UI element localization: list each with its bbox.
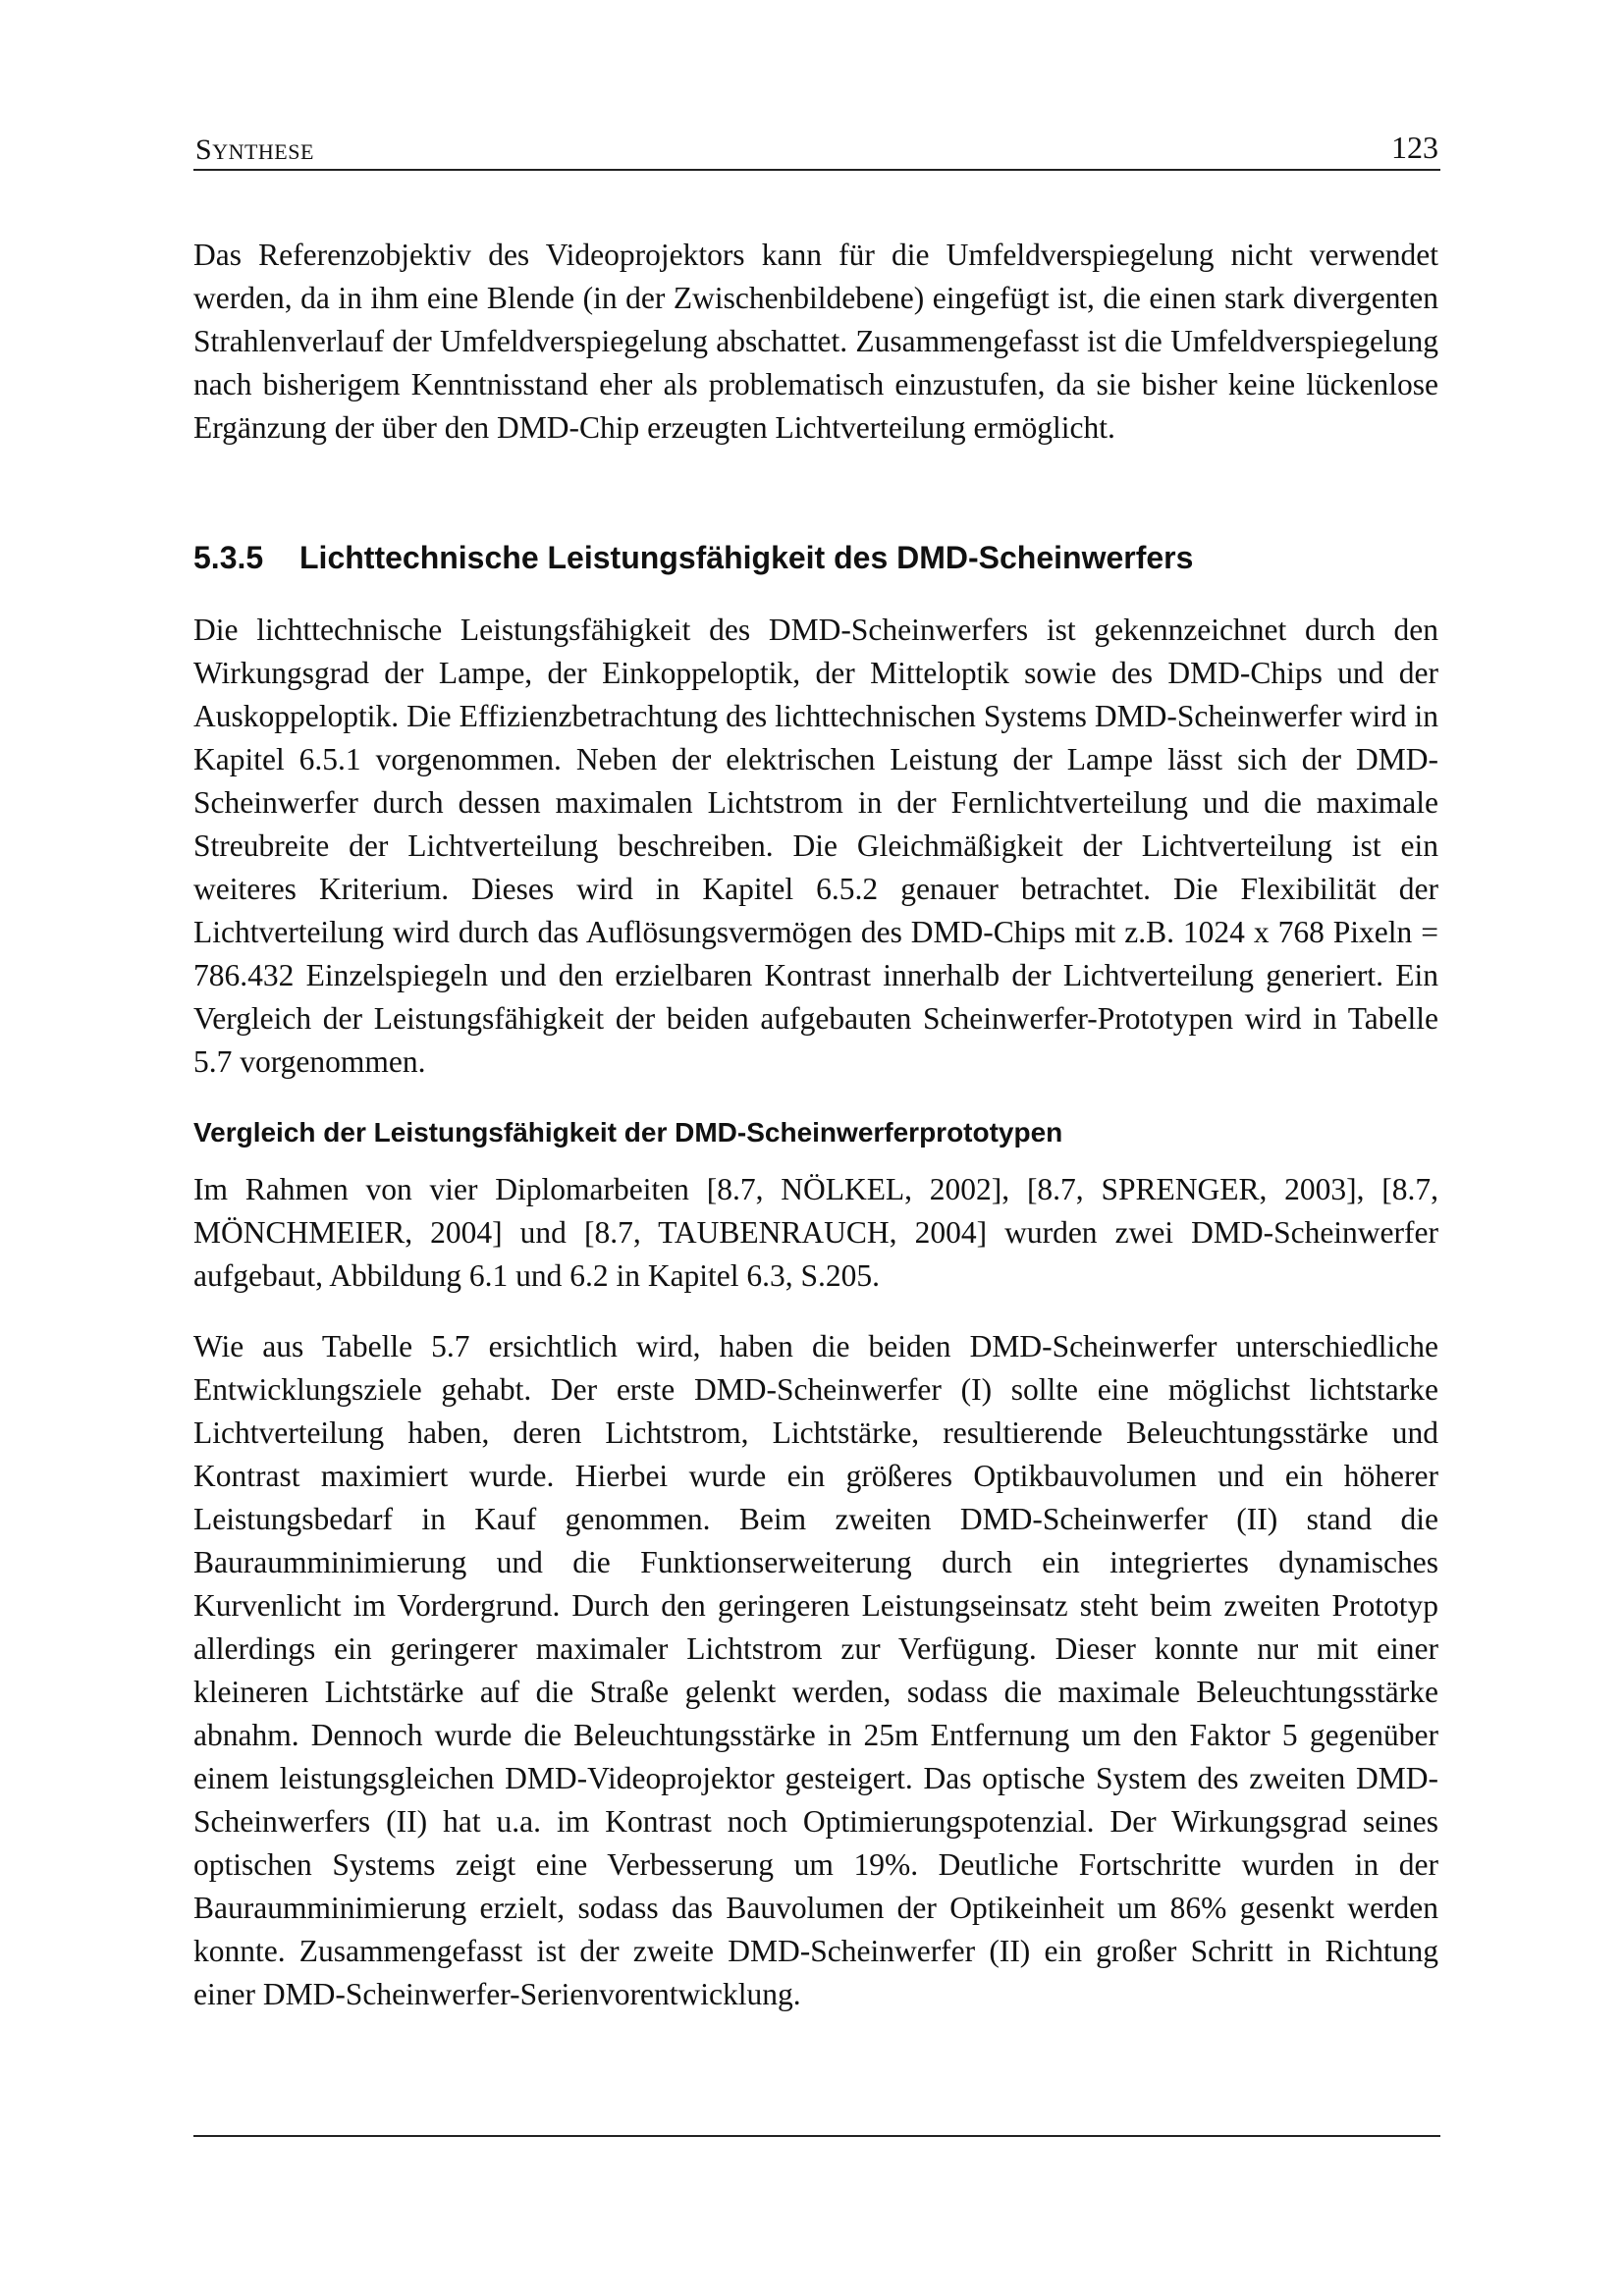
paragraph-diplomarbeiten: Im Rahmen von vier Diplomarbeiten [8.7, NÖLKEL, 2002], [8.7, SPRENGER, 2003], [8.7, MÖNCHMEIER, 2004] und [8.7, TAUBENRAUCH, 2004] wurden zwei DMD-Scheinwerfer aufgebaut, Abbildung 6.1 und 6.2 in Kapitel 6.3, S.205. [193, 1172, 1438, 1293]
running-title-smallcaps: YNTHESE [212, 139, 314, 164]
running-header [193, 126, 1440, 171]
section-title: Lichttechnische Leistungsfähigkeit des DMD-Scheinwerfers [299, 540, 1194, 575]
paragraph-leistungsfaehigkeit: Die lichttechnische Leistungsfähigkeit des DMD-Scheinwerfers ist gekennzeichnet durch den Wirkungsgrad der Lampe, der Einkoppeloptik, der Mitteloptik sowie des DMD-Chips und der Auskoppeloptik. Die Effizienzbetrachtung des lichttechnischen Systems DMD-Scheinwerfer wird in Kapitel 6.5.1 vorgenommen. Neben der elektrischen Leistung der Lampe lässt sich der DMD-Scheinwerfer durch dessen maximalen Lichtstrom in der Fernlichtverteilung und die maximale Streubreite der Lichtverteilung beschreiben. Die Gleichmäßigkeit der Lichtverteilung ist ein weiteres Kriterium. Dieses wird in Kapitel 6.5.2 genauer betrachtet. Die Flexibilität der Lichtverteilung wird durch das Auflösungsvermögen des DMD-Chips mit z.B. 1024 x 768 Pixeln = 786.432 Einzelspiegeln und den erzielbaren Kontrast innerhalb der Lichtverteilung generiert. Ein Vergleich der Leistungsfähigkeit der beiden aufgebauten Scheinwerfer-Prototypen wird in Tabelle 5.7 vorgenommen. [193, 613, 1438, 1079]
section-number: 5.3.5 [193, 540, 264, 575]
section-heading [193, 540, 1193, 576]
running-title [195, 133, 314, 167]
subheading: Vergleich der Leistungsfähigkeit der DMD-Scheinwerferprototypen [193, 1117, 1063, 1148]
paragraph-umfeldverspiegelung: Das Referenzobjektiv des Videoprojektors kann für die Umfeldverspiegelung nicht verwendet werden, da in ihm eine Blende (in der Zwischenbildebene) eingefügt ist, die einen stark divergenten Strahlenverlauf der Umfeldverspiegelung abschattet. Zusammengefasst ist die Umfeldverspiegelung nach bisherigem Kenntnisstand eher als problematisch einzustufen, da sie bisher keine lückenlose Ergänzung der über den DMD-Chip erzeugten Lichtverteilung ermöglicht. [193, 238, 1438, 445]
footer-rule [193, 2135, 1440, 2137]
paragraph-vergleich: Wie aus Tabelle 5.7 ersichtlich wird, haben die beiden DMD-Scheinwerfer unterschiedliche Entwicklungsziele gehabt. Der erste DMD-Scheinwerfer (I) sollte eine möglichst lichtstarke Lichtverteilung haben, deren Lichtstrom, Lichtstärke, resultierende Beleuchtungsstärke und Kontrast maximiert wurde. Hierbei wurde ein größeres Optikbauvolumen und ein höherer Leistungsbedarf in Kauf genommen. Beim zweiten DMD-Scheinwerfer (II) stand die Bauraumminimierung und die Funktionserweiterung durch ein integriertes dynamisches Kurvenlicht im Vordergrund. Durch den geringeren Leistungseinsatz steht beim zweiten Prototyp allerdings ein geringerer maximaler Lichtstrom zur Verfügung. Dieser konnte nur mit einer kleineren Lichtstärke auf die Straße gelenkt werden, sodass die maximale Beleuchtungsstärke abnahm. Dennoch wurde die Beleuchtungsstärke in 25m Entfernung um den Faktor 5 gegenüber einem leistungsgleichen DMD-Videoprojektor gesteigert. Das optische System des zweiten DMD-Scheinwerfers (II) hat u.a. im Kontrast noch Optimierungspotenzial. Der Wirkungsgrad seines optischen Systems zeigt eine Verbesserung um 19%. Deutliche Fortschritte wurden in der Bauraumminimierung erzielt, sodass das Bauvolumen der Optikeinheit um 86% gesenkt werden konnte. Zusammengefasst ist der zweite DMD-Scheinwerfer (II) ein großer Schritt in Richtung einer DMD-Scheinwerfer-Serienvorentwicklung. [193, 1329, 1438, 2011]
running-title-initial: S [195, 133, 213, 166]
page-number: 123 [1391, 130, 1438, 165]
